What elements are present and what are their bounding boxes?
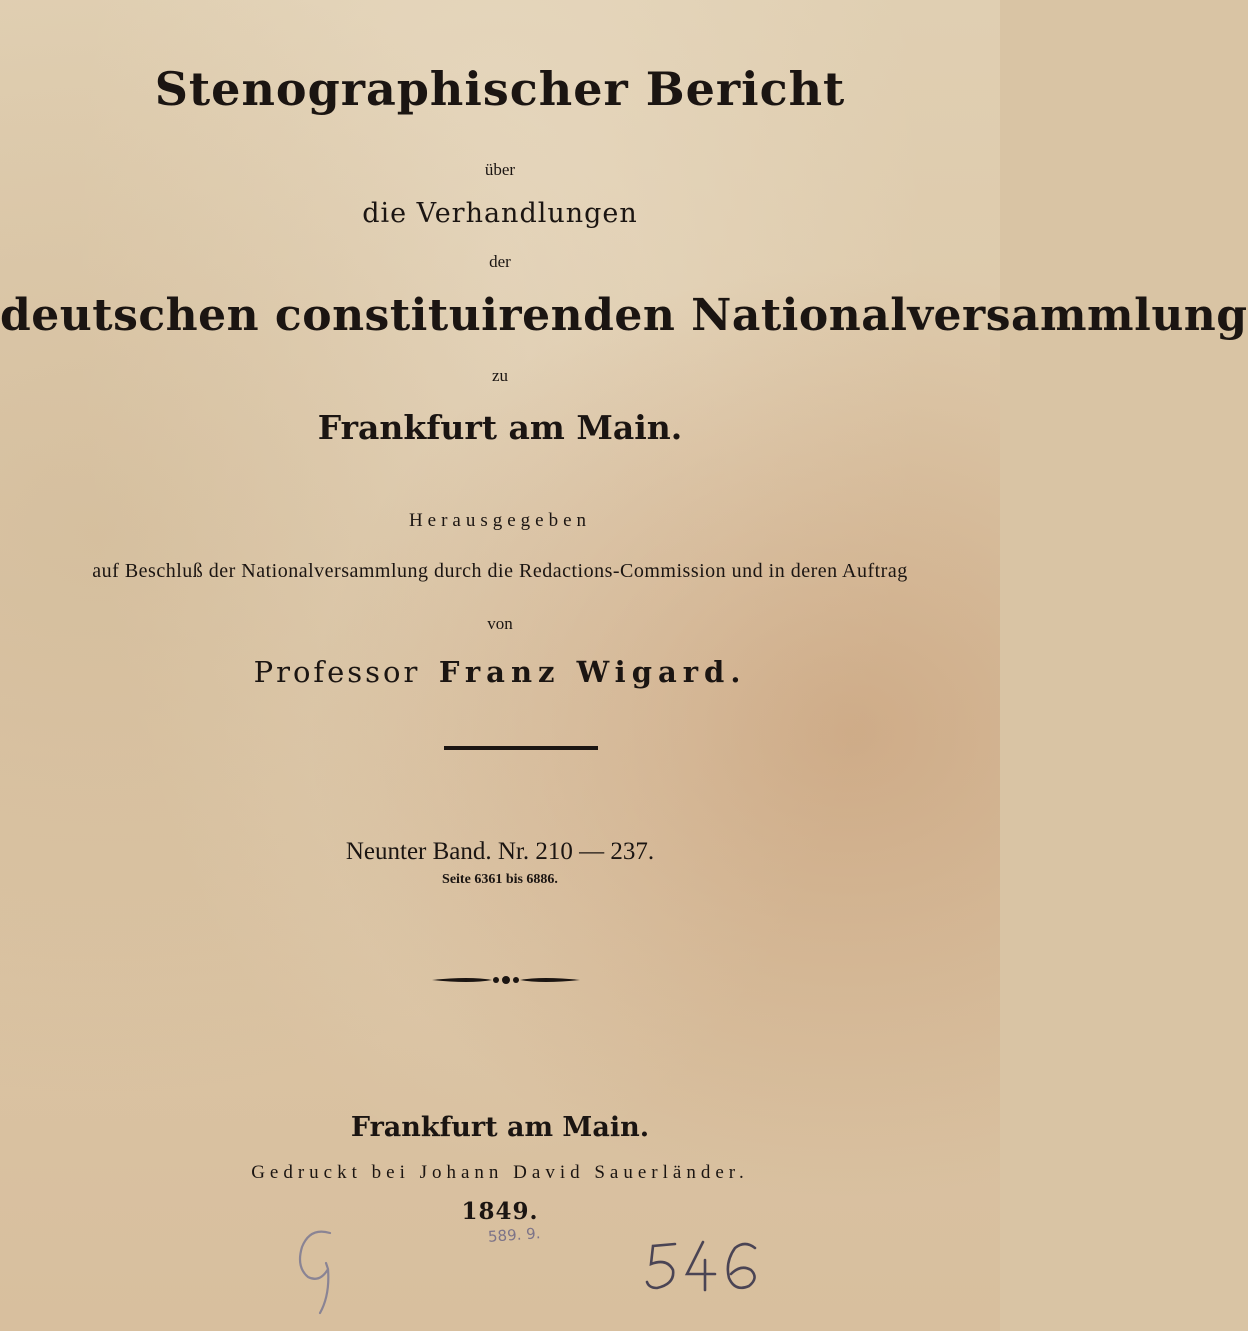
ornament-divider (430, 972, 582, 988)
divider-rule (444, 746, 598, 750)
assembly-name: deutschen constituirenden Nationalversammlung (0, 290, 1248, 341)
herausgegeben-label: Herausgegeben (408, 510, 592, 531)
commission-statement: auf Beschluß der Nationalversammlung durch die Redactions-Commission und in deren Auftrag (92, 560, 908, 582)
document-title: Stenographischer Bericht (154, 62, 846, 116)
subtitle-zu: zu (491, 366, 509, 385)
subtitle-verhandlungen: die Verhandlungen (362, 198, 638, 229)
page-range: Seite 6361 bis 6886. (442, 872, 558, 887)
subtitle-der: der (489, 252, 511, 271)
editor-title: Professor (253, 655, 421, 689)
place-name: Frankfurt am Main. (317, 408, 683, 447)
handwritten-letter-g (290, 1225, 350, 1320)
publication-year: 1849. (461, 1198, 539, 1225)
printer-line: Gedruckt bei Johann David Sauerländer. (251, 1162, 749, 1183)
von-label: von (487, 614, 513, 633)
imprint-place: Frankfurt am Main. (350, 1112, 650, 1143)
volume-line: Neunter Band. Nr. 210 — 237. (345, 838, 655, 865)
subtitle-uber: über (484, 160, 516, 179)
editor-line (0, 655, 1000, 689)
pencil-shelfmark: 589. 9. (487, 1224, 542, 1246)
editor-name: Franz Wigard. (438, 655, 747, 689)
handwritten-number-546 (645, 1238, 765, 1293)
